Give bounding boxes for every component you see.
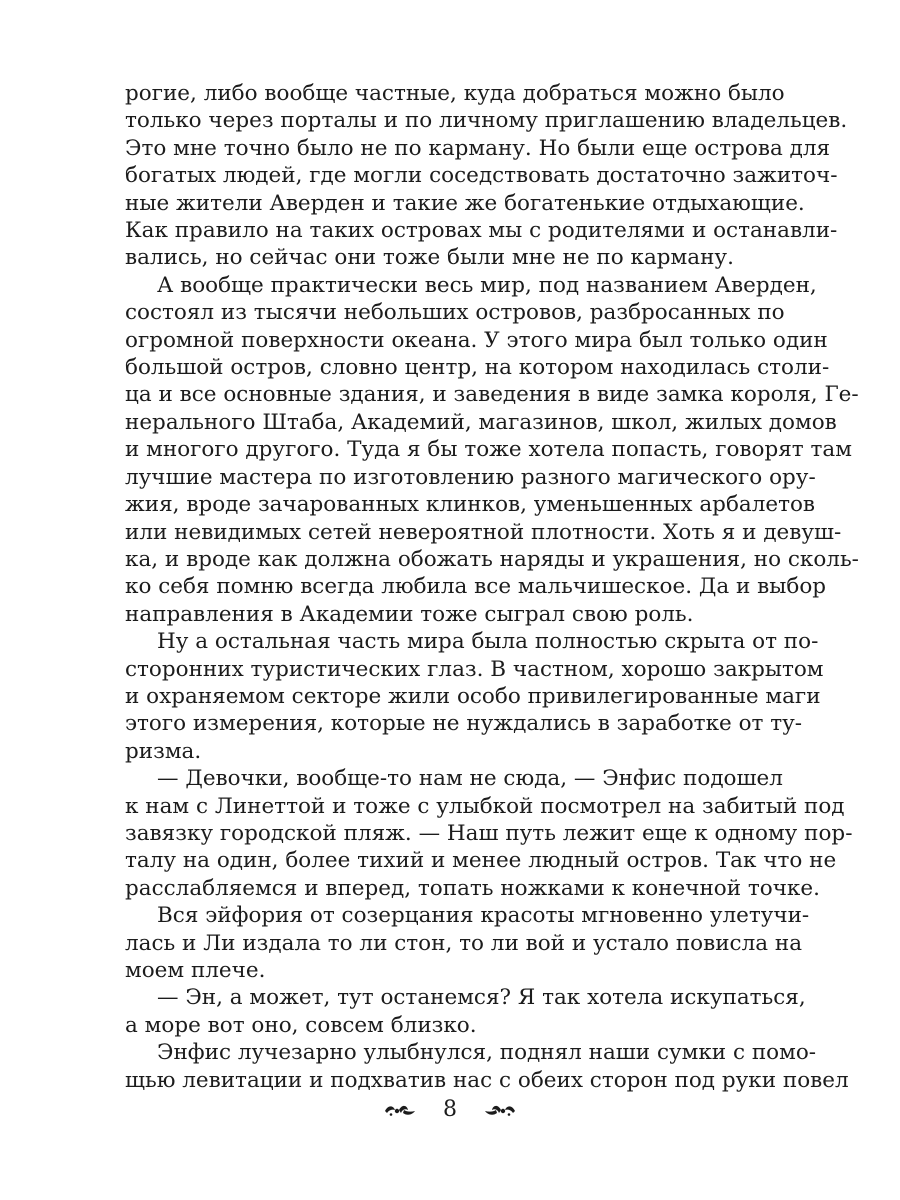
paragraph — [125, 80, 848, 272]
text-line: только через порталы и по личному приглашению владельцев. — [125, 108, 848, 134]
text-line: вались, но сейчас они тоже были мне не по карману. — [125, 245, 734, 271]
paragraph — [125, 765, 853, 902]
text-line: расслабляемся и вперед, топать ножками к конечной точке. — [125, 875, 820, 901]
text-line: Это мне точно было не по карману. Но были еще острова для — [125, 135, 831, 161]
text-line: щью левитации и подхватив нас с обеих сторон под руки повел — [125, 1067, 849, 1093]
text-line: направления в Академии тоже сыграл свою роль. — [125, 601, 694, 627]
text-line: моем плече. — [125, 958, 266, 983]
paragraph — [125, 272, 859, 628]
text-line: ризма. — [125, 738, 202, 764]
text-line: ко себя помню всегда любила все мальчишеское. Да и выбор — [125, 574, 827, 600]
paragraph — [125, 628, 824, 765]
text-line: ца и все основные здания, и заведения в виде замка короля, Ге- — [125, 382, 859, 408]
text-line: рогие, либо вообще частные, куда добраться можно было — [125, 81, 785, 106]
text-line: — Эн, а может, тут останемся? Я так хотела искупаться, — [157, 985, 806, 1011]
text-line: талу на один, более тихий и менее людный остров. Так что не — [125, 848, 837, 874]
text-line: и многого другого. Туда я бы тоже хотела попасть, говорят там — [125, 437, 852, 463]
text-line: этого измерения, которые не нуждались в заработке от ту- — [125, 711, 803, 737]
paragraph — [125, 902, 810, 984]
text-line: Ну а остальная часть мира была полностью скрыта от по- — [157, 629, 819, 655]
floral-ornament-right-icon — [483, 1102, 517, 1118]
paragraph — [125, 1039, 849, 1094]
text-line: завязку городской пляж. — Наш путь лежит еще к одному пор- — [125, 820, 853, 846]
text-line: лучшие мастера по изготовлению разного магического ору- — [125, 464, 816, 490]
body-text — [125, 80, 859, 1094]
text-line: или невидимых сетей невероятной плотности. Хоть я и девуш- — [125, 519, 842, 545]
text-line: нерального Штаба, Академий, магазинов, школ, жилых домов — [125, 409, 837, 435]
text-line: А вообще практически весь мир, под названием Аверден, — [157, 272, 817, 298]
text-line: огромной поверхности океана. У этого мира был только один — [125, 327, 828, 353]
text-line: и охраняемом секторе жили особо привилегированные маги — [125, 683, 821, 709]
floral-ornament-left-icon — [383, 1102, 417, 1118]
text-line: Энфис лучезарно улыбнулся, поднял наши сумки с помо- — [157, 1040, 817, 1066]
page-number: 8 — [443, 1097, 457, 1122]
text-line: сторонних туристических глаз. В частном, хорошо закрытом — [125, 656, 824, 682]
text-line: ка, и вроде как должна обожать наряды и украшения, но сколь- — [125, 546, 859, 572]
text-line: — Девочки, вообще-то нам не сюда, — Энфис подошел — [157, 766, 783, 792]
text-line: богатых людей, где могли соседствовать достаточно зажиточ- — [125, 163, 838, 189]
text-line: а море вот оно, совсем близко. — [125, 1012, 477, 1038]
text-line: состоял из тысячи небольших островов, разбросанных по — [125, 300, 785, 326]
text-line: большой остров, словно центр, на котором находилась столи- — [125, 355, 830, 381]
text-line: Как правило на таких островах мы с родителями и останавли- — [125, 218, 838, 244]
text-line: лась и Ли издала то ли стон, то ли вой и устало повисла на — [125, 930, 803, 956]
text-line: ные жители Аверден и такие же богатенькие отдыхающие. — [125, 190, 805, 216]
text-line: жия, вроде зачарованных клинков, уменьшенных арбалетов — [125, 492, 816, 518]
paragraph — [125, 984, 806, 1039]
text-line: к нам с Линеттой и тоже с улыбкой посмотрел на забитый под — [125, 793, 845, 819]
text-line: Вся эйфория от созерцания красоты мгновенно улетучи- — [157, 903, 810, 929]
page-footer — [0, 1097, 900, 1122]
